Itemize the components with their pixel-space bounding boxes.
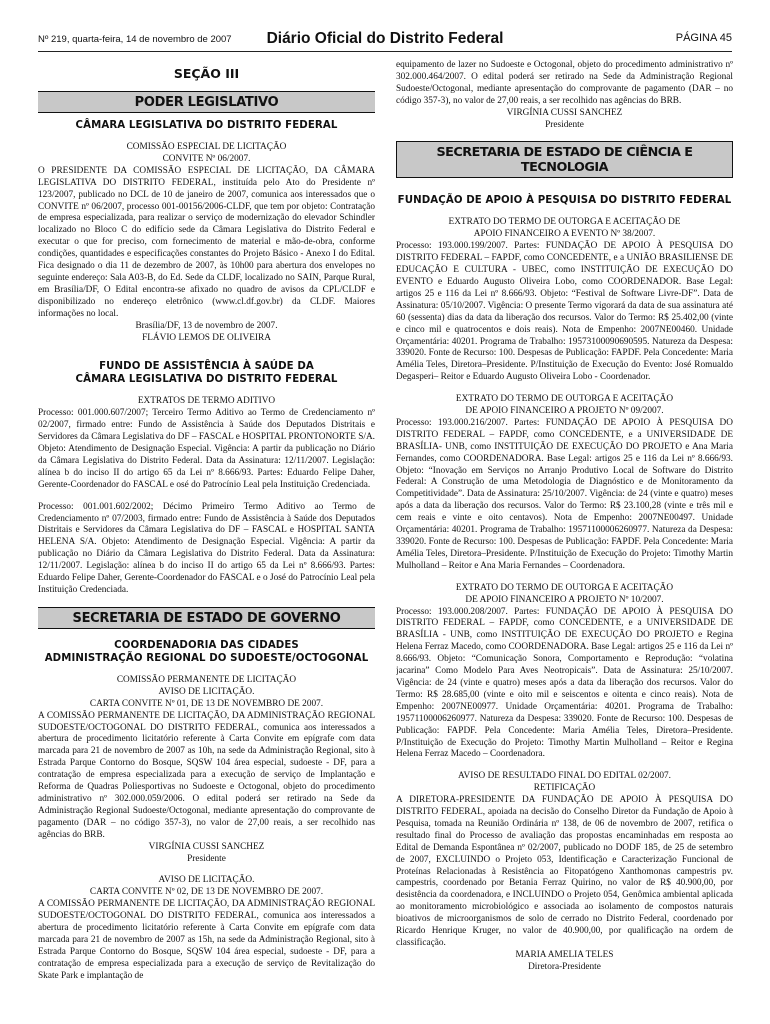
retificacao-title: RETIFICAÇÃO — [533, 783, 596, 794]
convite-number: CONVITE Nº 06/2007. — [162, 153, 251, 164]
aviso-licitacao-1: AVISO DE LICITAÇÃO. — [158, 686, 255, 697]
aviso-licitacao-2: AVISO DE LICITAÇÃO. — [158, 875, 255, 886]
page-header — [38, 30, 732, 52]
convite-signature: FLÁVIO LEMOS DE OLIVEIRA — [142, 332, 271, 343]
continuation-role: Presidente — [545, 119, 584, 130]
processo-1: Processo: 001.000.607/2007; Terceiro Termo Aditivo ao Termo de Credenciamento nº 02/2007, firmado entre: Fundo de Assistência à Saúde dos Deputados Distritais e Servidores da Câmara Legislativa do DF – FASCAL e HOSPITAL PRONTONORTE S/A. Objeto: Atendimento de Designação Especial. Vigência: A partir da publicação no Diário da Câmara Legislativa do Distrito Federal. Data da Assinatura: 12/11/2007. Legislação: alínea b do inciso II do artigo 65 da Lei nº 8.666/93. Partes: Eduardo Felipe Daher, Gerente-Coordenador do FASCAL e osé do Patrocínio Leal pela Instituição Credenciada. — [38, 408, 375, 490]
cpl-title: COMISSÃO PERMANENTE DE LICITAÇÃO — [116, 674, 297, 685]
carta-convite-1: CARTA CONVITE Nº 01, DE 13 DE NOVEMBRO DE 2007. — [89, 698, 324, 709]
section-title: SEÇÃO III — [173, 66, 240, 81]
extrato-2-title-line2: DE APOIO FINANCEIRO A PROJETO Nº 09/2007. — [465, 406, 664, 417]
extrato-1-body: Processo: 193.000.199/2007. Partes: FUNDAÇÃO DE APOIO À PESQUISA DO DISTRITO FEDERAL – FAPDF, como CONCEDENTE, e a UNIÃO BRASILIENSE DE EDUCAÇÃO E CULTURA - UBEC, como INSTITUIÇÃO DE EXECUÇÃO DO EVENTO e Eduardo Augusto Oliveira Lobo, como COORDENADOR. Base Legal: artigos 25 e 116 da Lei nº 8.666/93. Objeto: “Festival de Software Livre-DF”. Data de Assinatura: 05/10/2007. Vigência: O presente Termo vigorará da data de sua assinatura até 60 (sessenta) dias da data da liberação dos recursos. Valor do Termo: R$ 25.402,00 (vinte e cinco mil e quatrocentos e dois reais). Nota de Empenho: 2007NE00460. Unidade Orçamentária: 40201. Programa de Trabalho: 19573100090690595. Natureza da Despesa: 339020. Fonte de Recurso: 100. Despesas de Publicação: FAPDF. Pela Concedente: Maria Amélia Teles, Diretora–Presidente. P/Instituição de Execução do Evento: José Romualdo Degasperi– Reitor e Eduardo Augusto Oliveira Lobo - Coordenador. — [396, 241, 733, 383]
secretaria-ciencia-banner: SECRETARIA DE ESTADO DE CIÊNCIA E TECNOLOGIA — [396, 141, 733, 178]
processo-2: Processo: 001.001.602/2002; Décimo Primeiro Termo Aditivo ao Termo de Credenciamento nº 07/2003, firmado entre: Fundo de Assistência à Saúde dos Deputados Distritais e Servidores da Câmara Legislativa do DF – FASCAL e HOSPITAL SANTA HELENA S/A. Objeto: Atendimento de Designação Especial. Vigência: A partir da publicação no Diário da Câmara Legislativa do Distrito Federal. Data da Assinatura: 12/11/2007. Legislação: alínea b do inciso II do artigo 65 da Lei nº 8.666/93. Partes: Eduardo Felipe Daher, Gerente-Coordenador do FASCAL e o José do Patrocínio Leal pela Instituição Credenciada. — [38, 501, 375, 595]
secretaria-governo-banner: SECRETARIA DE ESTADO DE GOVERNO — [38, 607, 375, 629]
commission-title: COMISSÃO ESPECIAL DE LICITAÇÃO — [126, 142, 287, 152]
convite-date: Brasília/DF, 13 de novembro de 2007. — [135, 320, 278, 331]
extrato-1-title-line1: EXTRATO DO TERMO DE OUTORGA E ACEITAÇÃO DE — [448, 217, 681, 228]
page-number: PÁGINA 45 — [675, 32, 732, 44]
coordenadoria-heading: COORDENADORIA DAS CIDADES — [114, 639, 299, 651]
camara-heading: CÂMARA LEGISLATIVA DO DISTRITO FEDERAL — [75, 120, 338, 131]
resultado-title: AVISO DE RESULTADO FINAL DO EDITAL 02/2007. — [458, 771, 671, 782]
extrato-1-title-line2: APOIO FINANCEIRO A EVENTO Nº 38/2007. — [473, 229, 656, 240]
fundo-heading-line2: CÂMARA LEGISLATIVA DO DISTRITO FEDERAL — [75, 374, 338, 386]
continuation-signature: VIRGÍNIA CUSSI SANCHEZ — [506, 107, 623, 118]
administracao-heading: ADMINISTRAÇÃO REGIONAL DO SUDOESTE/OCTOGONAL — [44, 652, 369, 664]
right-column — [396, 60, 733, 1018]
journal-title: Diário Oficial do Distrito Federal — [266, 30, 504, 47]
fundo-heading-line1: FUNDO DE ASSISTÊNCIA À SAÚDE DA — [99, 361, 314, 373]
extrato-3-title-line2: DE APOIO FINANCEIRO A PROJETO Nº 10/2007. — [465, 594, 664, 605]
issue-date: Nº 219, quarta-feira, 14 de novembro de 2007 — [38, 34, 232, 45]
extratos-title: EXTRATOS DE TERMO ADITIVO — [137, 396, 276, 407]
extrato-3-title-line1: EXTRATO DO TERMO DE OUTORGA E ACEITAÇÃO — [455, 582, 674, 593]
extrato-3-body: Processo: 193.000.208/2007. Partes: FUNDAÇÃO DE APOIO À PESQUISA DO DISTRITO FEDERAL – FAPDF, como CONCEDENTE, e a UNIVERSIDADE DE BRASÍLIA - UNB, como INSTITUIÇÃO DE EXECUÇÃO DO PROJETO e Regina Helena Ferraz Macedo, como COORDENADORA. Base Legal: artigos 25 e 116 da Lei nº 8.666/93. Objeto: “Comunicação Sonora, Comportamento e Reprodução: “volatina jacarina” Como Modelo Para Aves Neotropicais”. Data de Assinatura: 25/10/2007. Vigência: de 24 (vinte e quatro) meses após a data da liberação dos recursos. Valor do Termo: R$ 28.685,00 (vinte e oito mil e seiscentos e oitenta e cinco reais). Nota de Empenho: 2007NE00977. Unidade Orçamentária: 40201. Programa de Trabalho: 19571100006260977. Natureza da Despesa: 339020. Fonte de Recurso: 100. Despesas de Publicação: FAPDF. Pela Concedente: Maria Amélia Teles, Diretora–Presidente. P/Instituição de Execução do Projeto: Timothy Martin Mulholland – Reitor e Regina Helena Ferraz Macedo – Coordenadora. — [396, 606, 733, 760]
extrato-2-title-line1: EXTRATO DO TERMO DE OUTORGA E ACEITAÇÃO — [455, 394, 674, 405]
carta-convite-2-body: A COMISSÃO PERMANENTE DE LICITAÇÃO, DA ADMINISTRAÇÃO REGIONAL SUDOESTE/OCTOGONAL DO DISTRITO FEDERAL, comunica aos interessados a abertura de procedimento licitatório referente à Carta Convite em epígrafe com data marcada para 21 de novembro de 2007 as 15h, na sede da Administração Regional, sito à Estrada Parque Contorno do Bosque, SQSW 104 área especial, sudoeste - DF, para a contratação de empresa especializada para a execução de serviço de Revitalização do Skate Park e implantação de — [38, 899, 375, 981]
fundacao-heading: FUNDAÇÃO DE APOIO À PESQUISA DO DISTRITO FEDERAL — [397, 195, 732, 207]
signature-1-role: Presidente — [187, 853, 226, 864]
continuation-body: equipamento de lazer no Sudoeste e Octogonal, objeto do procedimento administrativo nº 302.000.464/2007. O edital poderá ser retirado na Sede da Administração Regional Sudoeste/Octogonal, mediante apresentação do comprovante de pagamento (DAR – no código 357-3), no valor de 27,00 reais, a ser recolhido nas agências do BRB. — [396, 60, 733, 106]
left-column — [38, 60, 375, 1018]
resultado-role: Diretora-Presidente — [528, 961, 601, 972]
carta-convite-1-body: A COMISSÃO PERMANENTE DE LICITAÇÃO, DA ADMINISTRAÇÃO REGIONAL SUDOESTE/OCTOGONAL DO DISTRITO FEDERAL, comunica aos interessados a abertura de procedimento licitatório referente à Carta Convite em epígrafe com data marcada para 21 de novembro de 2007 as 10h, na sede da Administração Regional, sito à Estrada Parque Contorno do Bosque, SQSW 104 área especial, sudoeste - DF, para a contratação de empresa especializada para a execução de serviço de Implantação e Reforma de Quadras Poliesportivas no Sudoeste e Octogonal, objeto do procedimento administrativo nº 302.000.059/2006. O edital poderá ser retirado na Sede da Administração Regional Sudoeste/Octogonal, mediante apresentação do comprovante de pagamento (DAR – no código 357-3), no valor de 27,00 reais, a ser recolhido nas agências do BRB. — [38, 710, 375, 840]
signature-1-name: VIRGÍNIA CUSSI SANCHEZ — [148, 841, 265, 852]
convite-body: O PRESIDENTE DA COMISSÃO ESPECIAL DE LICITAÇÃO, DA CÂMARA LEGISLATIVA DO DISTRITO FEDERAL, instituída pelo Ato do Presidente nº 123/2007, publicado no DCL de 10 de janeiro de 2007, comunica aos interessados que o CONVITE nº 06/2007, processo 001-00156/2006-CLDF, que tem por objeto: Contratação de empresa especializada, para realizar o serviço de modernização do elevador Schindler localizado no Bloco C do edifício sede da Câmara Legislativa do Distrito Federal e executar o que for preciso, com fornecimento de material e mão-de-obra, conforme condições, quantidades e especificações constantes do Projeto Básico - Anexo I do Edital. Fica designado o dia 11 de dezembro de 2007, às 10h00 para abertura dos envelopes no seguinte endereço: Sala A03-B, do Ed. Sede da CLDF, localizado no SAIN, Parque Rural, em Brasília/DF, O Edital encontra-se afixado no quadro de avisos da CPL/CLDF e disponibilizado no endereço eletrônico (www.cl.df.gov.br) da CLDF. Maiores informações no local. — [38, 165, 375, 319]
resultado-body: A DIRETORA-PRESIDENTE DA FUNDAÇÃO DE APOIO À PESQUISA DO DISTRITO FEDERAL, apoiada na decisão do Conselho Diretor da Fundação de Apoio à Pesquisa, tomada na Reunião Ordinária nº 138, de 06 de novembro de 2007, retifica o resultado final do Processo de avaliação das propostas encaminhadas em resposta ao Edital de Demanda Espontânea nº 02/2007, publicado no DODF 185, de 25 de setembro de 2007, EXCLUINDO o Projeto 053, Identificação e Caracterização Funcional de Proteínas Relacionadas à Resistência ao Fitopatógeno Xanthomonas campestris pv. campestris, coordenado por Betania Ferraz Quirino, no valor de R$ 40.900,00, por desistência da coordenadora, e INCLUINDO o Projeto 054, Genômica ambiental aplicada ao monitoramento microbiológico e associada ao isolamento de compostos naturais bioativos de microorganismos de solo de cerrado no Distrito Federal, coordenado por Ricardo Henrique Kruger, no valor de 40.900,00, por qualificação na ordem de classificação. — [396, 795, 733, 948]
resultado-signature: MARIA AMELIA TELES — [515, 949, 614, 960]
extrato-2-body: Processo: 193.000.216/2007. Partes: FUNDAÇÃO DE APOIO À PESQUISA DO DISTRITO FEDERAL – FAPDF, como CONCEDENTE, e a UNIVERSIDADE DE BRASÍLIA- UNB, como INSTITUIÇÃO DE EXECUÇÃO DO PROJETO e Ana Maria Fernandes, como COORDENADORA. Base Legal: artigos 25 e 116 da Lei nº 8.666/93. Objeto: “Inovação em Serviços no Arranjo Produtivo Local de Software do Distrito Federal: A Construção de uma Metodologia de Diagnóstico e de Monitoramento da Competitividade”. Data de Assinatura: 25/10/2007. Vigência: de 24 (vinte e quatro) meses após a data da liberação dos recursos. Valor do Termo: R$ 23.100,28 (vinte e três mil e cem reais e vinte e oito centavos). Nota de Empenho: 2007NE00497. Unidade Orçamentária: 40201. Programa de Trabalho: 19571100006260977. Natureza da Despesa: 339020. Fonte de Recurso: 100. Despesas de Publicação: FAPDF. Pela Concedente: Maria Amélia Teles, Diretora–Presidente. P/Instituição de Execução do Projeto: Timothy Martin Mulholland – Reitor e Ana Maria Fernandes – Coordenadora. — [396, 417, 733, 571]
poder-legislativo-banner: PODER LEGISLATIVO — [38, 91, 375, 113]
carta-convite-2: CARTA CONVITE Nº 02, DE 13 DE NOVEMBRO DE 2007. — [89, 887, 324, 898]
